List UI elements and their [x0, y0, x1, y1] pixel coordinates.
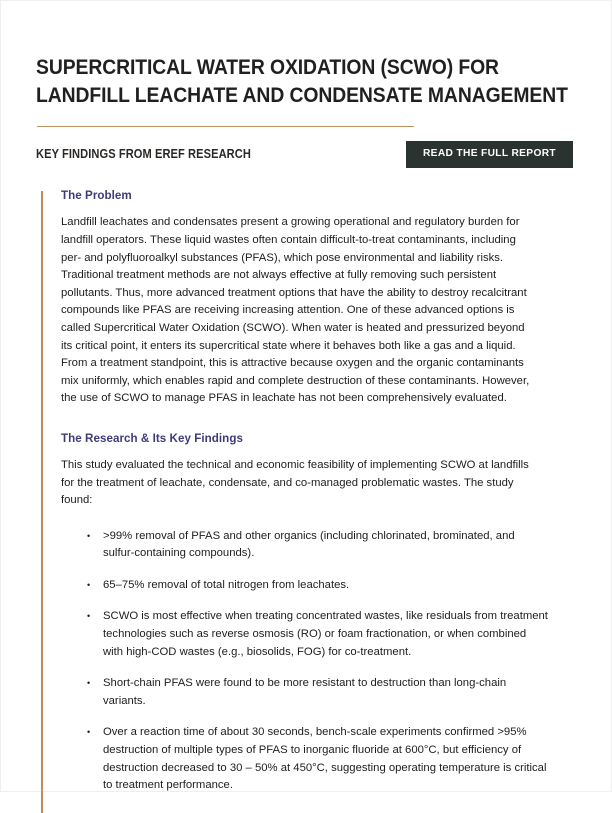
title-divider-rule — [37, 126, 414, 127]
subheader-row — [36, 141, 577, 167]
list-item: • SCWO is most effective when treating concentrated wastes, like residuals from treatment technologies such as reverse osmosis (RO) or foam fractionation, or when combined with high-COD wastes (e.g., biosolids, FOG) for co-treatment. — [87, 608, 548, 661]
list-item: • 65–75% removal of total nitrogen from leachates. — [87, 577, 548, 595]
section-paragraph-the-research: This study evaluated the technical and economic feasibility of implementing SCWO at landfills for the treatment of leachate, condensate, and co-managed problematic wastes. The study found: — [61, 458, 529, 507]
body-container — [36, 189, 577, 794]
key-findings-list — [61, 528, 577, 795]
section-heading-the-research: The Research & Its Key Findings — [61, 431, 243, 445]
left-accent-rule — [41, 191, 43, 812]
list-item: • >99% removal of PFAS and other organics (including chlorinated, brominated, and sulfur-containing compounds). — [87, 528, 548, 563]
read-full-report-button[interactable]: READ THE FULL REPORT — [406, 141, 573, 168]
list-item: • Over a reaction time of about 30 seconds, bench-scale experiments confirmed >95% destruction of multiple types of PFAS to inorganic fluoride at 600°C, but efficiency of destruction decreased to 30 – 50% at 450°C, suggesting operating temperature is critical to treatment performance. — [87, 724, 548, 794]
list-item: • Short-chain PFAS were found to be more resistant to destruction than long-chain variants. — [87, 675, 548, 710]
document-content — [1, 1, 612, 795]
subtitle: KEY FINDINGS FROM EREF RESEARCH — [36, 147, 251, 162]
section-heading-the-problem: The Problem — [61, 189, 132, 203]
page-title: SUPERCRITICAL WATER OXIDATION (SCWO) FOR LANDFILL LEACHATE AND CONDENSATE MANAGEMENT — [36, 55, 568, 107]
section-paragraph-the-problem: Landfill leachates and condensates present a growing operational and regulatory burden for landfill operators. These liquid wastes often contain difficult-to-treat contaminants, including per- and polyfluoroalkyl substances (PFAS), which pose environmental and liability risks. Traditional treatment methods are not always effective at fully removing such persistent pollutants. Thus, more advanced treatment options that have the ability to destroy recalcitrant compounds like PFAS are receiving increasing attention. One of these advanced options is called Supercritical Water Oxidation (SCWO). When water is heated and pressurized beyond its critical point, it enters its supercritical state where it behaves both like a gas and a liquid. From a treatment standpoint, this is attractive because oxygen and the organic contaminants mix uniformly, which enables rapid and complete destruction of these contaminants. However, the use of SCWO to manage PFAS in leachate has not been comprehensively evaluated. — [61, 216, 530, 405]
